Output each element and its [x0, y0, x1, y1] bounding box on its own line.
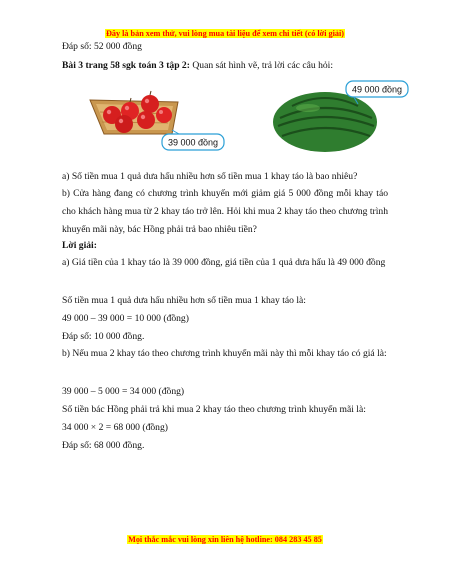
watermelon-price-label: 49 000 đồng [351, 84, 403, 95]
exercise-heading [62, 60, 333, 72]
apple-icon [156, 107, 172, 123]
solution-a-calculation: 49 000 – 39 000 = 10 000 (đồng) [62, 313, 189, 324]
apple-icon [137, 111, 155, 129]
solution-a-intro: a) Giá tiền của 1 khay táo là 39 000 đồng, giá tiền của 1 quả dưa hấu là 49 000 đồng [62, 257, 386, 268]
illustration-svg [60, 78, 410, 160]
preview-notice-banner: Đây là bản xem thử, vui lòng mua tài liệu để xem chi tiết (có lời giải) [105, 29, 344, 38]
apple-price-label: 39 000 đồng [167, 137, 219, 148]
hotline-notice-banner: Mọi thắc mắc vui lòng xin liên hệ hotline: 084 283 45 85 [128, 535, 322, 544]
question-a: a) Số tiền mua 1 quả dưa hấu nhiều hơn số tiền mua 1 khay táo là bao nhiêu? [62, 171, 358, 182]
solution-b-calculation-2: 34 000 × 2 = 68 000 (đồng) [62, 422, 168, 433]
previous-answer: Đáp số: 52 000 đồng [62, 41, 142, 52]
exercise-instruction: Quan sát hình vẽ, trả lời các câu hỏi: [192, 60, 334, 71]
solution-b-statement: Số tiền bác Hồng phải trả khi mua 2 khay táo theo chương trình khuyến mãi là: [62, 404, 366, 415]
watermelon-image [273, 92, 377, 152]
solution-b-intro: b) Nếu mua 2 khay táo theo chương trình khuyến mãi này thì mỗi khay táo có giá là: [62, 348, 387, 359]
solution-b-answer: Đáp số: 68 000 đồng. [62, 440, 145, 451]
apple-tray-image [90, 91, 178, 134]
exercise-illustration [60, 78, 410, 160]
apple-icon [141, 95, 159, 113]
solution-a-answer: Đáp số: 10 000 đồng. [62, 331, 145, 342]
question-b: b) Cửa hàng đang có chương trình khuyến mới giảm giá 5 000 đồng mỗi khay táo cho khách hàng mua từ 2 khay táo trở lên. Hỏi khi mua 2 khay táo theo chương trình khuyến mãi này, bác Hồng phải trả bao nhiêu tiền? [62, 188, 388, 235]
solution-heading: Lời giải: [62, 240, 97, 251]
solution-a-statement: Số tiền mua 1 quả dưa hấu nhiều hơn số tiền mua 1 khay táo là: [62, 295, 306, 306]
apple-icon [115, 115, 133, 133]
exercise-title: Bài 3 trang 58 sgk toán 3 tập 2: [62, 60, 190, 71]
solution-b-calculation-1: 39 000 – 5 000 = 34 000 (đồng) [62, 386, 185, 397]
